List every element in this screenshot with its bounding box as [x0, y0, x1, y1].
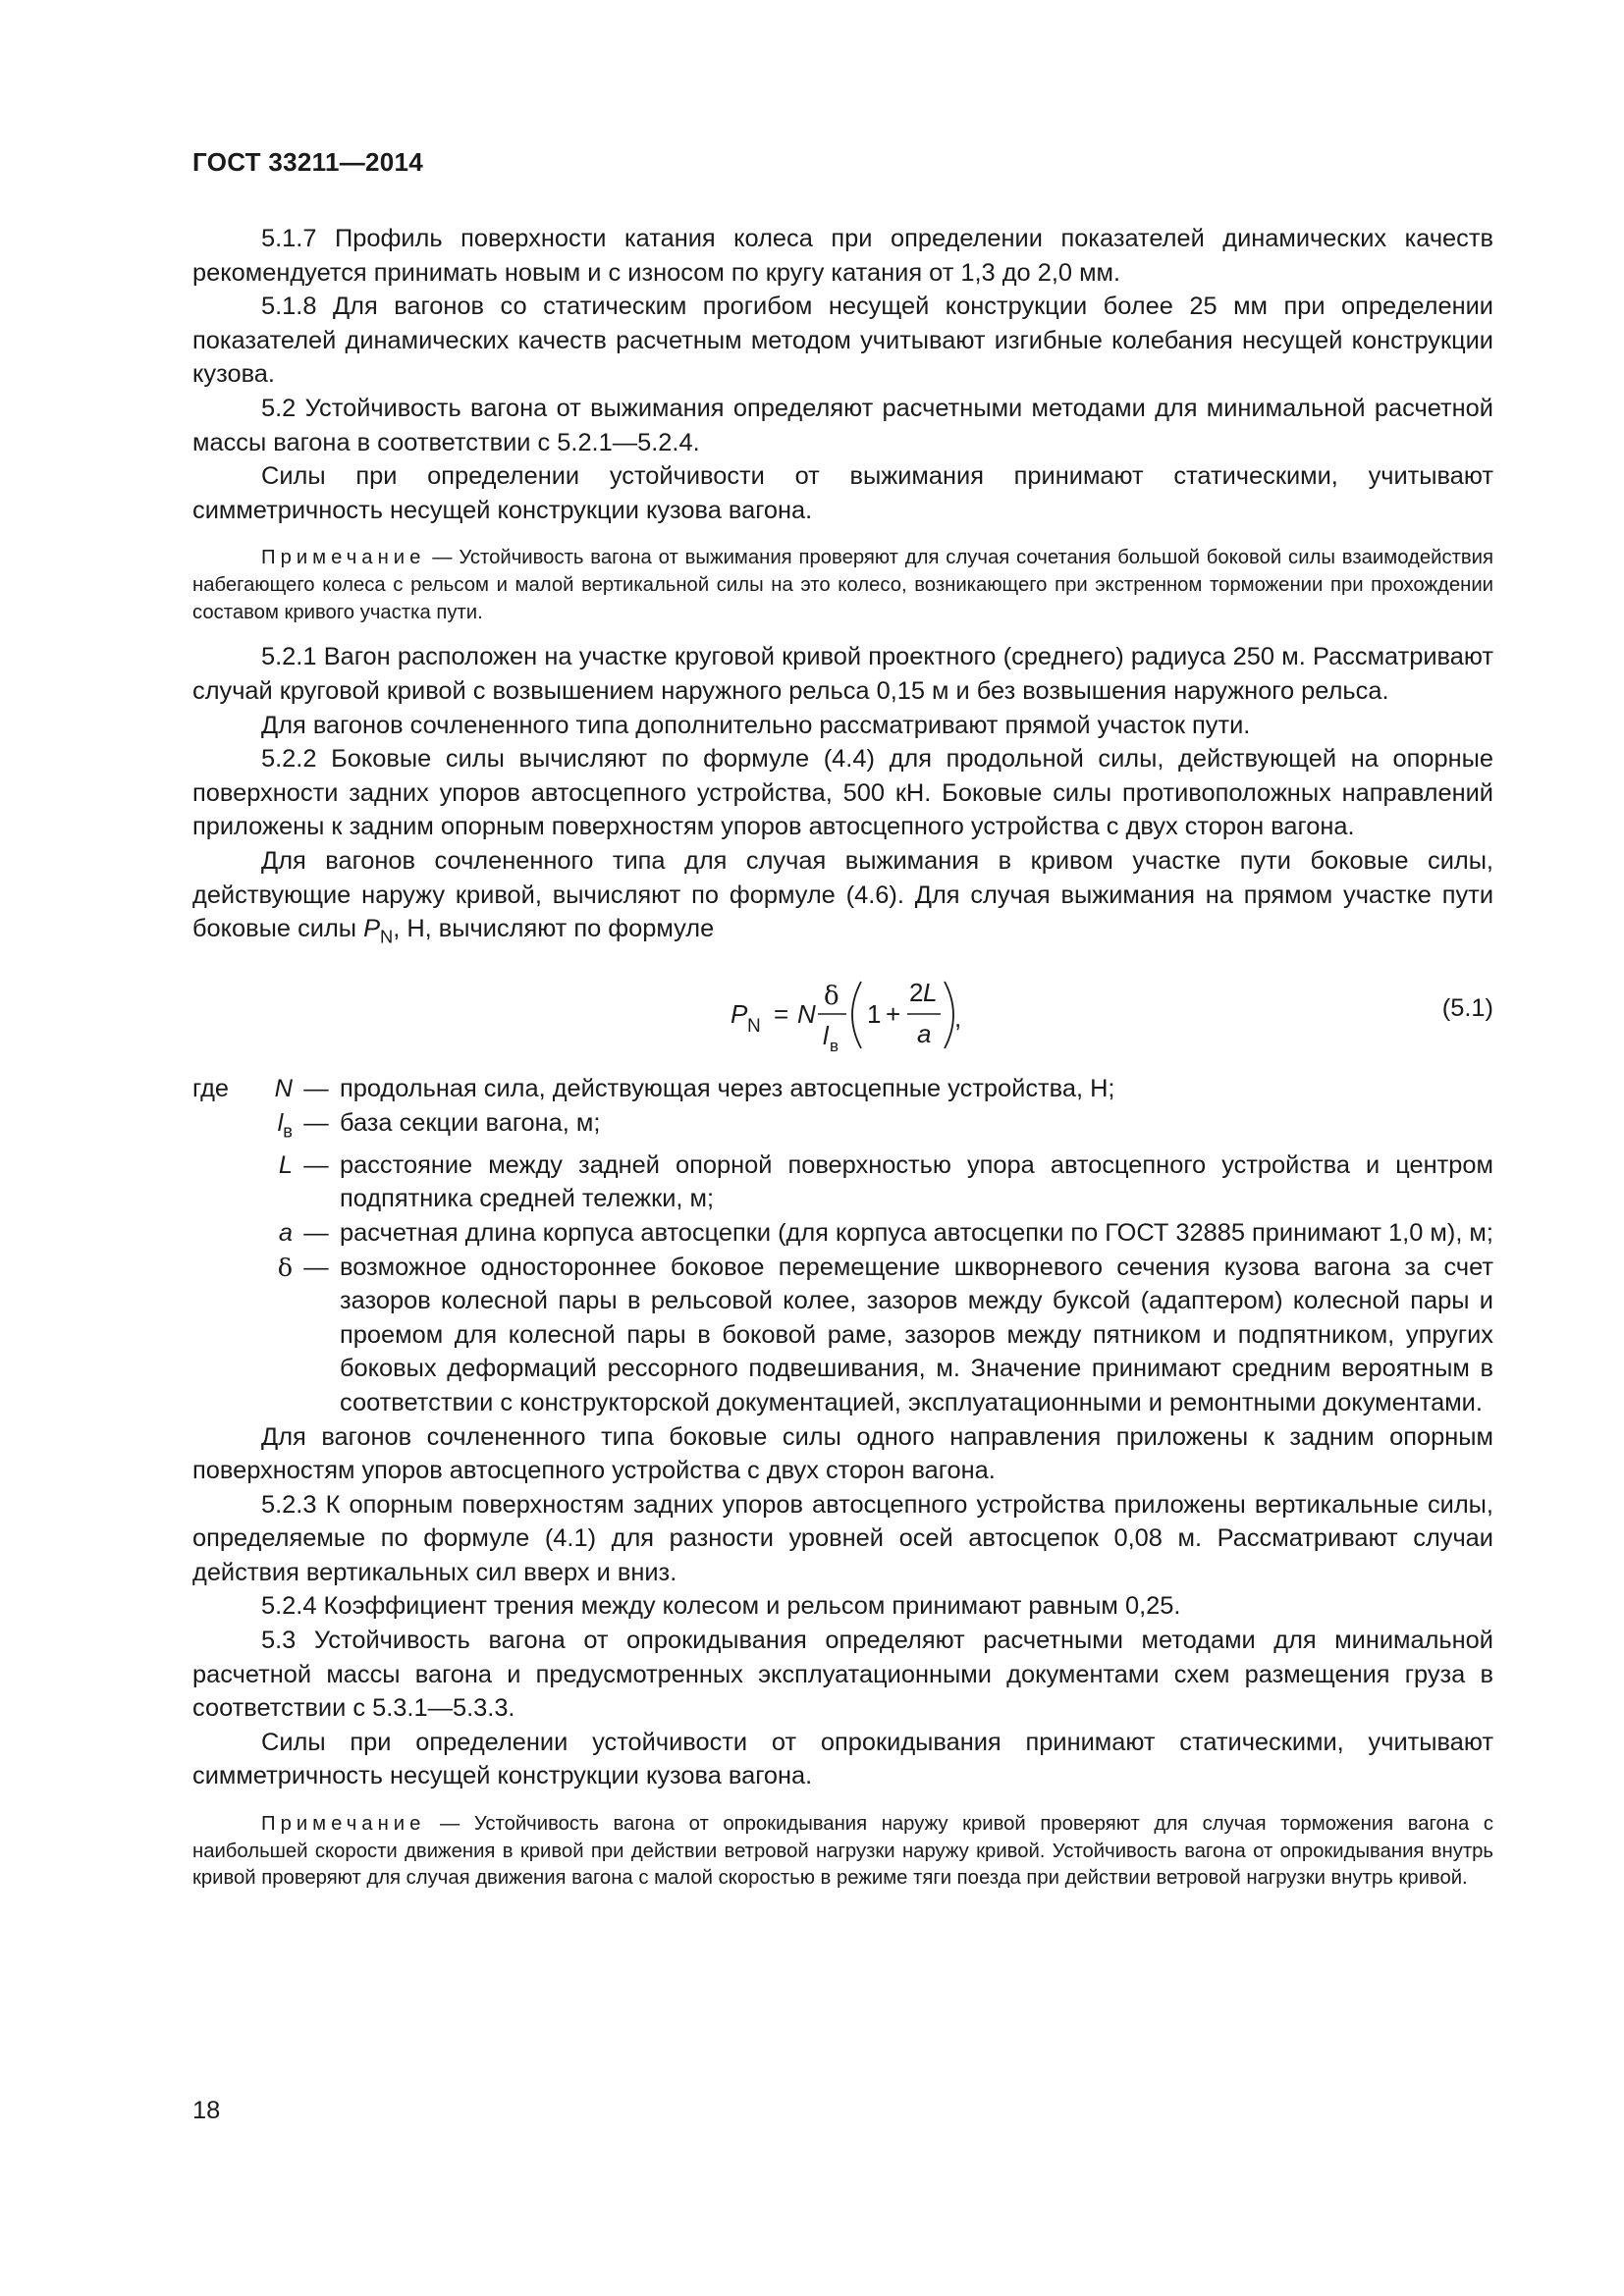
- definition-dash: —: [303, 1108, 329, 1137]
- definition-dash: —: [303, 1150, 329, 1179]
- formula-delta: δ: [824, 982, 839, 1012]
- paragraph-5-3: 5.3 Устойчивость вагона от опрокидывания определяют расчетными методами для минимальной расчетной массы вагона и предусмотренных эксплуатационными документами схем размещения груза в соответствии с 5.3.1—5.3.3.: [192, 1627, 1493, 1723]
- definition-text: расстояние между задней опорной поверхностью упора автосцепного устройства и центром подпятника средней тележки, м;: [340, 1150, 1493, 1213]
- formula-l: l: [823, 1021, 829, 1051]
- definition-symbol: $l_в$: [277, 1108, 293, 1142]
- formula-num-l: L: [923, 978, 938, 1008]
- formula-lhs-sub: N: [747, 1016, 761, 1038]
- definition-l: [192, 1148, 1493, 1216]
- paragraph-5-2: 5.2 Устойчивость вагона от выжимания определяют расчетными методами для минимальной расчетной массы вагона в соответствии с 5.2.1—5.2.4.: [192, 394, 1493, 456]
- definitions-list: [192, 1072, 1493, 1419]
- left-paren: [852, 982, 861, 1048]
- paragraph-5-2-1: 5.2.1 Вагон расположен на участке круговой кривой проектного (среднего) радиуса 250 м. Рассматривают случай круговой кривой с возвышением наружного рельса 0,15 м и без возвышения наружного рельса.: [192, 643, 1493, 706]
- definition-dash: —: [303, 1075, 329, 1103]
- definition-a: [192, 1216, 1493, 1251]
- definition-symbol: L: [278, 1150, 293, 1179]
- paragraph-articulated-straight: Для вагонов сочлененного типа дополнительно рассматривают прямой участок пути.: [261, 711, 1251, 739]
- definitions-where: где: [192, 1075, 230, 1103]
- paragraph-5-2-3: 5.2.3 К опорным поверхностям задних упоров автосцепного устройства приложены вертикальные силы, определяемые по формуле (4.1) для разности уровней осей автосцепок 0,08 м. Рассматривают случаи действия вертикальных сил вверх и вниз.: [192, 1490, 1493, 1586]
- definition-dash: —: [303, 1218, 329, 1247]
- formula-lhs-p: P: [731, 999, 748, 1030]
- formula-equals: =: [774, 999, 789, 1030]
- note-1: [192, 545, 1493, 626]
- formula-comma: ,: [954, 1003, 962, 1034]
- definition-text: расчетная длина корпуса автосцепки (для корпуса автосцепки по ГОСТ 32885 принимают 1,0 м), м;: [340, 1218, 1493, 1247]
- definition-symbol: δ: [277, 1252, 293, 1282]
- note-1-label: Примечание: [261, 547, 426, 569]
- equation-number: (5.1): [1441, 994, 1493, 1023]
- note-2: [192, 1811, 1493, 1893]
- definition-text: база секции вагона, м;: [340, 1108, 601, 1137]
- note-1-text: — Устойчивость вагона от выжимания проверяют для случая сочетания большой боковой силы взаимодействия набегающего колеса с рельсом и малой вертикальной силы на это колесо, возникающего при экстренном торможении при прохождении составом кривого участка пути.: [192, 547, 1493, 623]
- paragraph-5-2-2: 5.2.2 Боковые силы вычисляют по формуле (4.4) для продольной силы, действующей на опорные поверхности задних упоров автосцепного устройства, 500 кН. Боковые силы противоположных направлений приложены к задним опорным поверхностям упоров автосцепного устройства с двух сторон вагона.: [192, 745, 1493, 841]
- right-paren: [945, 982, 953, 1048]
- formula-5-1: [192, 964, 1493, 1066]
- definition-l-v: [192, 1106, 1493, 1148]
- formula-one: 1: [867, 999, 882, 1030]
- definition-text: возможное одностороннее боковое перемещение шкворневого сечения кузова вагона за счет зазоров колесной пары в рельсовой колее, зазоров между буксой (адаптером) колесной пары и проемом для колесной пары в боковой раме, зазоров между пятником и подпятником, упругих боковых деформаций рессорного подвешивания, м. Значение принимают средним вероятным в соответствии с конструкторской документацией, эксплуатационными и ремонтными документами.: [340, 1253, 1493, 1416]
- paragraph-5-3-forces: Силы при определении устойчивости от опрокидывания принимают статическими, учитывают симметричность несущей конструкции кузова вагона.: [192, 1728, 1493, 1790]
- formula-n: N: [797, 999, 816, 1030]
- definition-n: [192, 1072, 1493, 1106]
- definition-symbol: a: [278, 1218, 293, 1247]
- document-body: [192, 222, 1493, 1906]
- definition-symbol: N: [274, 1075, 293, 1103]
- paragraph-5-2-4: 5.2.4 Коэффициент трения между колесом и рельсом принимают равным 0,25.: [261, 1592, 1181, 1621]
- page-number: 18: [192, 2097, 221, 2124]
- note-2-label: Примечание: [261, 1813, 426, 1836]
- definition-dash: —: [303, 1253, 329, 1281]
- formula-l-sub: в: [830, 1037, 839, 1056]
- note-2-text: — Устойчивость вагона от опрокидывания наружу кривой проверяют для случая торможения вагона с наибольшей скорости движения в кривой при действии ветровой нагрузки наружу кривой. Устойчивость вагона от опрокидывания внутрь кривой проверяют для случая движения вагона с малой скоростью в режиме тяги поезда при действии ветровой нагрузки внутрь кривой.: [192, 1813, 1493, 1890]
- paragraph-articulated-direction: Для вагонов сочлененного типа боковые силы одного направления приложены к задним опорным поверхностям упоров автосцепного устройства с двух сторон вагона.: [192, 1422, 1493, 1485]
- formula-den-a: a: [917, 1019, 932, 1049]
- definition-delta: [192, 1251, 1493, 1420]
- paragraph-5-1-7: 5.1.7 Профиль поверхности катания колеса при определении показателей динамических качеств рекомендуется принимать новым и с износом по кругу катания от 1,3 до 2,0 мм.: [192, 225, 1493, 287]
- formula-plus: +: [886, 999, 901, 1030]
- document-header: ГОСТ 33211—2014: [192, 147, 424, 177]
- paragraph-articulated-formula: Для вагонов сочлененного типа для случая выжимания в кривом участке пути боковые силы, действующие наружу кривой, вычисляют по формуле (4.6). Для случая выжимания на прямом участке пути боковые силы $P_N$, Н, вычисляют по формуле: [192, 847, 1493, 947]
- formula-num-2: 2: [909, 978, 924, 1008]
- paragraph-5-1-8: 5.1.8 Для вагонов со статическим прогибом несущей конструкции более 25 мм при определении показателей динамических качеств расчетным методом учитывают изгибные колебания несущей конструкции кузова.: [192, 293, 1493, 389]
- paragraph-5-2-forces: Силы при определении устойчивости от выжимания принимают статическими, учитывают симметричность несущей конструкции кузова вагона.: [192, 462, 1493, 524]
- formula-svg: [731, 964, 966, 1066]
- definition-text: продольная сила, действующая через автосцепные устройства, Н;: [340, 1075, 1115, 1103]
